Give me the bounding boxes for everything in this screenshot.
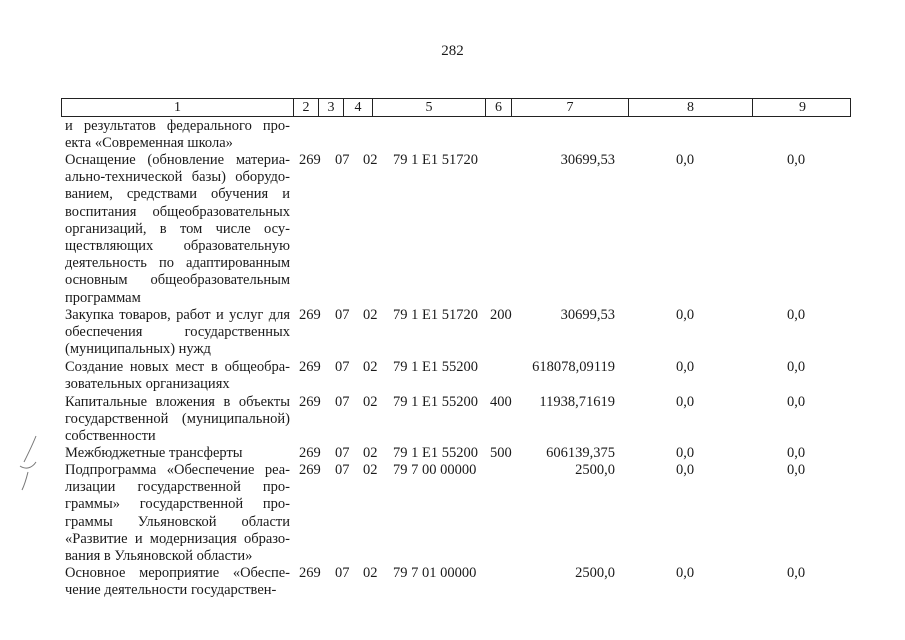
header-col-6: 6 bbox=[486, 99, 512, 116]
description-line: государственной (муниципальной) bbox=[65, 411, 290, 428]
cell-col-2: 269 bbox=[299, 462, 321, 478]
description-line: лизации государственной про- bbox=[65, 479, 290, 496]
cell-col-8: 0,0 bbox=[676, 394, 695, 410]
handwritten-mark bbox=[14, 432, 42, 492]
description-line: Межбюджетные трансферты bbox=[65, 445, 243, 461]
cell-col-2: 269 bbox=[299, 152, 321, 168]
header-col-7: 7 bbox=[512, 99, 629, 116]
description-line: воспитания общеобразовательных bbox=[65, 203, 290, 220]
description-line: зовательных организациях bbox=[65, 376, 230, 393]
cell-col-5: 79 1 E1 55200 bbox=[393, 445, 478, 461]
cell-col-8: 0,0 bbox=[676, 462, 695, 478]
cell-col-4: 02 bbox=[363, 445, 378, 461]
row-description bbox=[65, 565, 290, 599]
row-description bbox=[65, 152, 290, 307]
row-description bbox=[65, 307, 290, 359]
description-line: ально-технической базы) оборудо- bbox=[65, 169, 290, 186]
description-line: Капитальные вложения в объекты bbox=[65, 394, 290, 410]
cell-col-5: 79 1 E1 55200 bbox=[393, 359, 478, 375]
cell-col-3: 07 bbox=[335, 152, 350, 168]
cell-col-5: 79 7 01 00000 bbox=[393, 565, 477, 581]
description-line: чение деятельности государствен- bbox=[65, 582, 277, 599]
cell-col-3: 07 bbox=[335, 359, 350, 375]
description-line: программам bbox=[65, 289, 141, 306]
cell-col-2: 269 bbox=[299, 394, 321, 410]
cell-col-4: 02 bbox=[363, 307, 378, 323]
cell-col-5: 79 1 E1 51720 bbox=[393, 307, 478, 323]
cell-col-9: 0,0 bbox=[787, 462, 806, 478]
cell-col-4: 02 bbox=[363, 394, 378, 410]
cell-col-7: 606139,375 bbox=[546, 445, 615, 461]
cell-col-4: 02 bbox=[363, 462, 378, 478]
cell-col-2: 269 bbox=[299, 445, 321, 461]
description-line: ществляющих образовательную bbox=[65, 238, 290, 255]
header-col-2: 2 bbox=[294, 99, 319, 116]
cell-col-5: 79 1 E1 55200 bbox=[393, 394, 478, 410]
description-line: «Развитие и модернизация образо- bbox=[65, 530, 290, 547]
cell-col-7: 11938,71619 bbox=[539, 394, 615, 410]
cell-col-7: 30699,53 bbox=[560, 307, 615, 323]
cell-col-7: 2500,0 bbox=[575, 565, 615, 581]
cell-col-3: 07 bbox=[335, 394, 350, 410]
description-line: граммы Ульяновской области bbox=[65, 513, 290, 530]
cell-col-6: 500 bbox=[490, 445, 512, 461]
cell-col-3: 07 bbox=[335, 565, 350, 581]
cell-col-7: 2500,0 bbox=[575, 462, 615, 478]
cell-col-6: 200 bbox=[490, 307, 512, 323]
cell-col-2: 269 bbox=[299, 359, 321, 375]
cell-col-4: 02 bbox=[363, 565, 378, 581]
header-col-1: 1 bbox=[62, 99, 294, 116]
header-col-5: 5 bbox=[373, 99, 486, 116]
description-line: организаций, в том числе осу- bbox=[65, 220, 290, 237]
cell-col-6: 400 bbox=[490, 394, 512, 410]
cell-col-7: 30699,53 bbox=[560, 152, 615, 168]
cell-col-8: 0,0 bbox=[676, 152, 695, 168]
cell-col-3: 07 bbox=[335, 462, 350, 478]
description-line: (муниципальных) нужд bbox=[65, 341, 211, 358]
row-description bbox=[65, 462, 290, 565]
cell-col-3: 07 bbox=[335, 307, 350, 323]
header-col-3: 3 bbox=[319, 99, 344, 116]
cell-col-3: 07 bbox=[335, 445, 350, 461]
header-col-4: 4 bbox=[344, 99, 373, 116]
description-line: вания в Ульяновской области» bbox=[65, 548, 253, 565]
description-line: Оснащение (обновление материа- bbox=[65, 152, 290, 168]
header-col-8: 8 bbox=[629, 99, 753, 116]
description-line: ванием, средствами обучения и bbox=[65, 186, 290, 203]
description-line: основным общеобразовательным bbox=[65, 272, 290, 289]
row-description bbox=[65, 359, 290, 393]
description-line: Основное мероприятие «Обеспе- bbox=[65, 565, 290, 581]
cell-col-9: 0,0 bbox=[787, 359, 806, 375]
table-header bbox=[61, 98, 851, 117]
cell-col-2: 269 bbox=[299, 307, 321, 323]
row-description bbox=[65, 445, 290, 462]
cell-col-9: 0,0 bbox=[787, 152, 806, 168]
row-description bbox=[65, 118, 290, 152]
description-line: обеспечения государственных bbox=[65, 324, 290, 341]
cell-col-9: 0,0 bbox=[787, 565, 806, 581]
description-line: екта «Современная школа» bbox=[65, 135, 233, 152]
row-description bbox=[65, 394, 290, 446]
description-line: и результатов федерального про- bbox=[65, 118, 290, 134]
cell-col-8: 0,0 bbox=[676, 359, 695, 375]
cell-col-4: 02 bbox=[363, 359, 378, 375]
cell-col-9: 0,0 bbox=[787, 445, 806, 461]
cell-col-2: 269 bbox=[299, 565, 321, 581]
cell-col-5: 79 7 00 00000 bbox=[393, 462, 477, 478]
cell-col-9: 0,0 bbox=[787, 394, 806, 410]
cell-col-8: 0,0 bbox=[676, 565, 695, 581]
cell-col-9: 0,0 bbox=[787, 307, 806, 323]
cell-col-8: 0,0 bbox=[676, 445, 695, 461]
cell-col-8: 0,0 bbox=[676, 307, 695, 323]
description-line: Подпрограмма «Обеспечение реа- bbox=[65, 462, 290, 478]
description-line: собственности bbox=[65, 428, 156, 445]
cell-col-5: 79 1 E1 51720 bbox=[393, 152, 478, 168]
header-col-9: 9 bbox=[799, 100, 806, 115]
cell-col-4: 02 bbox=[363, 152, 378, 168]
cell-col-7: 618078,09119 bbox=[532, 359, 615, 375]
description-line: деятельность по адаптированным bbox=[65, 255, 290, 272]
description-line: граммы» государственной про- bbox=[65, 496, 290, 513]
description-line: Закупка товаров, работ и услуг для bbox=[65, 307, 290, 323]
description-line: Создание новых мест в общеобра- bbox=[65, 359, 290, 375]
page-number: 282 bbox=[441, 43, 464, 59]
